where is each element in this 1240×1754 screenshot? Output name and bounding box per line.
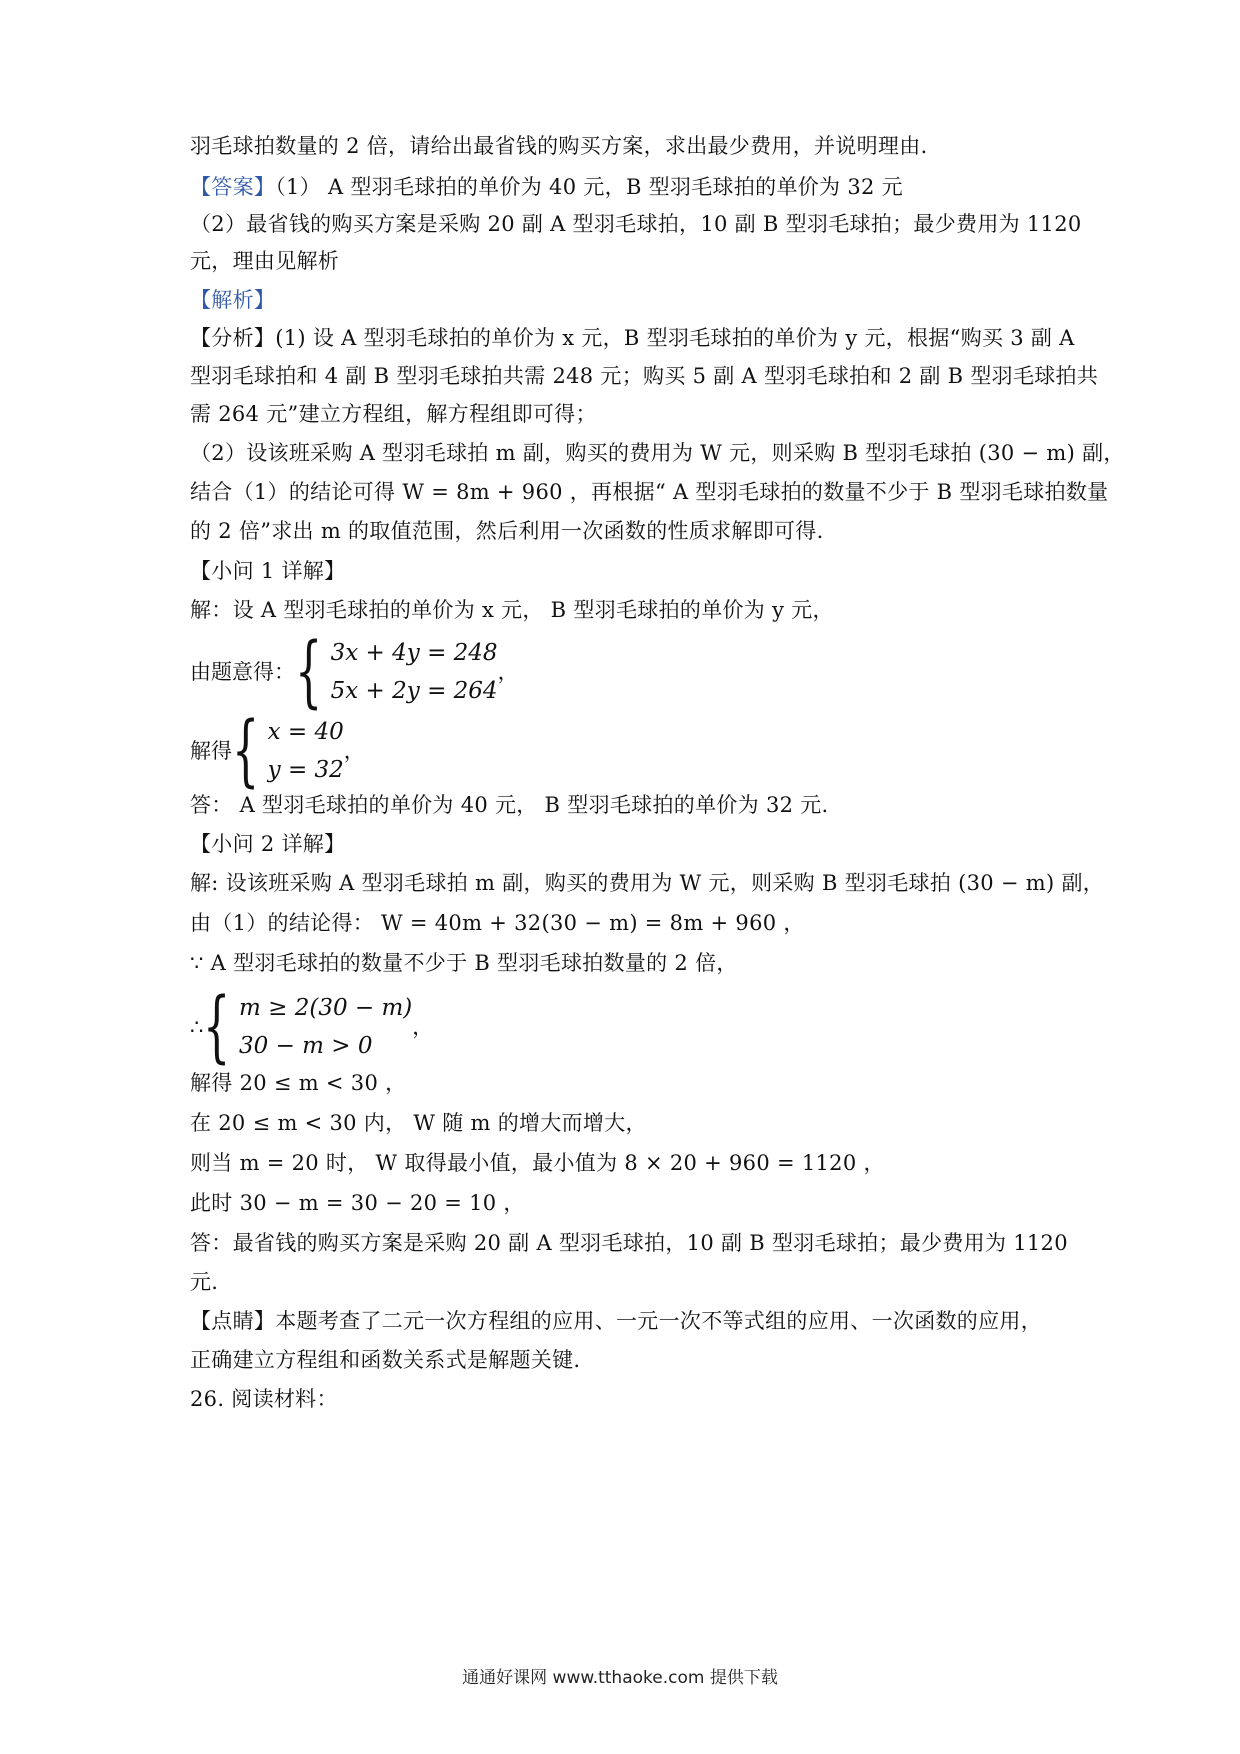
therefore-symbol: ∴ (190, 1015, 204, 1039)
system-suffix: ， (412, 1015, 434, 1039)
text-line: 羽毛球拍数量的 2 倍，请给出最省钱的购买方案，求出最少费用，并说明理由. (190, 134, 928, 158)
section-heading: 【小问 1 详解】 (190, 559, 346, 583)
answer-line (190, 172, 903, 202)
brace-icon: { (232, 706, 260, 796)
text-line: 解得 20 ≤ m < 30 ， (190, 1071, 407, 1095)
text-line: 的 2 倍”求出 m 的取值范围，然后利用一次函数的性质求解即可得. (190, 519, 824, 543)
section-heading: 【小问 2 详解】 (190, 832, 346, 856)
comment-tag: 【点睛】 (190, 1309, 276, 1333)
equation-system-2 (190, 706, 365, 796)
analysis-tag: 【解析】 (190, 288, 276, 312)
text-line: 需 264 元”建立方程组，解方程组即可得； (190, 402, 597, 426)
text-line: 此时 30 − m = 30 − 20 = 10 ， (190, 1191, 525, 1215)
text-line: 正确建立方程组和函数关系式是解题关键. (190, 1348, 581, 1372)
comment-line (190, 1306, 1042, 1336)
text-line: 解: 设该班采购 A 型羽毛球拍 m 副，购买的费用为 W 元，则采购 B 型羽毛球拍 (30 − m) 副， (190, 871, 1105, 895)
analysis-subtag: 【分析】 (190, 326, 276, 350)
answer-tag: 【答案】 (190, 175, 276, 199)
text-line: 型羽毛球拍和 4 副 B 型羽毛球拍共需 248 元；购买 5 副 A 型羽毛球拍和 2 副 B 型羽毛球拍共 (190, 364, 1099, 388)
equation-system-1 (190, 627, 519, 717)
equation: x = 40 (267, 719, 344, 745)
text-line: 则当 m = 20 时， W 取得最小值，最小值为 8 × 20 + 960 = 1120 ， (190, 1151, 885, 1175)
comment-text: 本题考查了二元一次方程组的应用、一元一次不等式组的应用、一次函数的应用， (275, 1309, 1042, 1333)
equation: y = 32 (267, 757, 344, 783)
footer-watermark: 通通好课网 www.tthaoke.com 提供下载 (462, 1668, 778, 1688)
answer-part-2-cont: 元，理由见解析 (190, 249, 340, 273)
analysis-line (190, 323, 1075, 353)
analysis-text: (1) 设 A 型羽毛球拍的单价为 x 元，B 型羽毛球拍的单价为 y 元，根据“购买 3 副 A (275, 326, 1075, 350)
text-line: ∵ A 型羽毛球拍的数量不少于 B 型羽毛球拍数量的 2 倍， (190, 951, 738, 975)
system-suffix: ， (497, 660, 519, 684)
text-line: 解：设 A 型羽毛球拍的单价为 x 元， B 型羽毛球拍的单价为 y 元， (190, 598, 834, 622)
system-prefix: 解得 (190, 739, 232, 763)
equation: 3x + 4y = 248 (330, 640, 498, 666)
brace-icon: { (203, 982, 231, 1072)
equation: 5x + 2y = 264 (330, 678, 498, 704)
text-line: 结合（1）的结论可得 W = 8m + 960 ，再根据“ A 型羽毛球拍的数量不少于 B 型羽毛球拍数量 (190, 480, 1109, 504)
system-prefix: 由题意得： (190, 660, 295, 684)
inequality-system (190, 982, 434, 1072)
brace-icon: { (295, 627, 323, 717)
answer-part-2: （2）最省钱的购买方案是采购 20 副 A 型羽毛球拍，10 副 B 型羽毛球拍；最少费用为 1120 (190, 212, 1082, 236)
answer-part-1: （1） A 型羽毛球拍的单价为 40 元，B 型羽毛球拍的单价为 32 元 (275, 175, 903, 199)
text-line: 元. (190, 1270, 219, 1294)
question-heading: 26. 阅读材料： (190, 1387, 338, 1411)
system-suffix: ， (343, 739, 365, 763)
inequality: m ≥ 2(30 − m) (239, 995, 413, 1021)
text-line: 由（1）的结论得： W = 40m + 32(30 − m) = 8m + 960 ， (190, 911, 805, 935)
inequality: 30 − m > 0 (239, 1033, 373, 1059)
text-line: （2）设该班采购 A 型羽毛球拍 m 副，购买的费用为 W 元，则采购 B 型羽毛球拍 (30 − m) 副， (190, 441, 1125, 465)
text-line: 在 20 ≤ m < 30 内， W 随 m 的增大而增大， (190, 1111, 647, 1135)
text-line: 答： A 型羽毛球拍的单价为 40 元， B 型羽毛球拍的单价为 32 元. (190, 793, 829, 817)
text-line: 答：最省钱的购买方案是采购 20 副 A 型羽毛球拍，10 副 B 型羽毛球拍；最少费用为 1120 (190, 1231, 1068, 1255)
